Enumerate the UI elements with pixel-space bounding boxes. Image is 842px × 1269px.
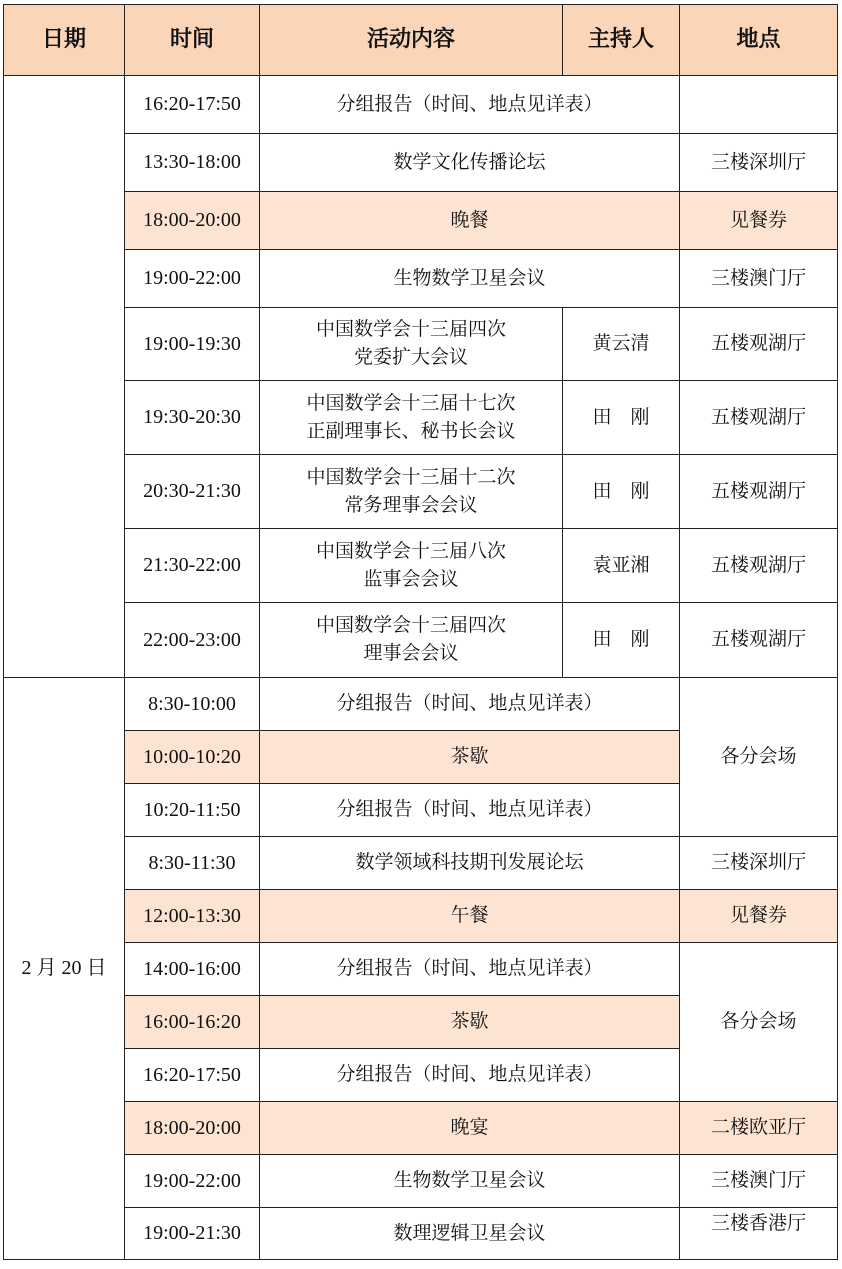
location-cell: 五楼观湖厅: [680, 603, 838, 678]
table-row: [4, 1155, 838, 1208]
time-cell: 21:30-22:00: [125, 529, 260, 603]
location-cell: 五楼观湖厅: [680, 308, 838, 381]
activity-cell: 茶歇: [260, 731, 680, 784]
table-row: [4, 678, 838, 731]
host-cell: 袁亚湘: [563, 529, 680, 603]
table-row: [4, 250, 838, 308]
activity-line-1: 中国数学会十三届四次: [315, 614, 506, 637]
activity-line-1: 中国数学会十三届八次: [315, 539, 506, 562]
activity-cell: 晚宴: [260, 1102, 680, 1155]
table-row: [4, 455, 838, 529]
time-cell: 20:30-21:30: [125, 455, 260, 529]
activity-cell: 分组报告（时间、地点见详表）: [260, 784, 680, 837]
activity-line-1: 中国数学会十三届十二次: [306, 465, 516, 488]
date-cell: 2 月 20 日: [4, 678, 125, 1260]
location-cell: 各分会场: [680, 678, 838, 837]
table-row: [4, 1102, 838, 1155]
activity-cell: [260, 603, 563, 678]
time-cell: 16:00-16:20: [125, 996, 260, 1049]
header-activity: 活动内容: [260, 5, 563, 76]
activity-line-1: 中国数学会十三届四次: [315, 318, 506, 341]
time-cell: 19:30-20:30: [125, 381, 260, 455]
location-cell: 三楼香港厅: [680, 1208, 838, 1260]
activity-cell: 分组报告（时间、地点见详表）: [260, 1049, 680, 1102]
activity-line-2: 常务理事会会议: [344, 493, 478, 516]
table-row: [4, 603, 838, 678]
time-cell: 19:00-19:30: [125, 308, 260, 381]
activity-cell: 分组报告（时间、地点见详表）: [260, 943, 680, 996]
header-host: 主持人: [563, 5, 680, 76]
time-cell: 19:00-21:30: [125, 1208, 260, 1260]
table-row: [4, 381, 838, 455]
table-row: [4, 529, 838, 603]
time-cell: 19:00-22:00: [125, 1155, 260, 1208]
activity-cell: 生物数学卫星会议: [260, 250, 680, 308]
location-cell: 各分会场: [680, 943, 838, 1102]
time-cell: 12:00-13:30: [125, 890, 260, 943]
activity-cell: 分组报告（时间、地点见详表）: [260, 76, 680, 134]
time-cell: 8:30-10:00: [125, 678, 260, 731]
time-cell: 18:00-20:00: [125, 192, 260, 250]
table-row: [4, 943, 838, 996]
schedule-table: [3, 4, 838, 1260]
activity-cell: [260, 529, 563, 603]
header-date: 日期: [4, 5, 125, 76]
date-cell-blank: [4, 76, 125, 678]
activity-line-2: 监事会会议: [363, 567, 459, 590]
host-cell: 田 刚: [563, 455, 680, 529]
table-row: [4, 308, 838, 381]
time-cell: 10:00-10:20: [125, 731, 260, 784]
host-cell: 田 刚: [563, 381, 680, 455]
location-cell: 三楼深圳厅: [680, 837, 838, 890]
table-row: [4, 192, 838, 250]
location-cell: 二楼欧亚厅: [680, 1102, 838, 1155]
time-cell: 22:00-23:00: [125, 603, 260, 678]
host-cell: 黄云清: [563, 308, 680, 381]
activity-cell: 生物数学卫星会议: [260, 1155, 680, 1208]
activity-cell: [260, 308, 563, 381]
location-cell: 见餐券: [680, 192, 838, 250]
activity-cell: 分组报告（时间、地点见详表）: [260, 678, 680, 731]
table-row: [4, 134, 838, 192]
activity-line-1: 中国数学会十三届十七次: [306, 391, 516, 414]
activity-cell: 数理逻辑卫星会议: [260, 1208, 680, 1260]
time-cell: 14:00-16:00: [125, 943, 260, 996]
location-cell: 五楼观湖厅: [680, 455, 838, 529]
location-cell: 五楼观湖厅: [680, 529, 838, 603]
host-cell: 田 刚: [563, 603, 680, 678]
table-row: [4, 837, 838, 890]
location-cell: 见餐券: [680, 890, 838, 943]
header-time: 时间: [125, 5, 260, 76]
table-row: [4, 76, 838, 134]
activity-cell: 晚餐: [260, 192, 680, 250]
time-cell: 10:20-11:50: [125, 784, 260, 837]
location-cell: 五楼观湖厅: [680, 381, 838, 455]
activity-cell: 茶歇: [260, 996, 680, 1049]
location-cell: 三楼深圳厅: [680, 134, 838, 192]
time-cell: 8:30-11:30: [125, 837, 260, 890]
activity-line-2: 正副理事长、秘书长会议: [306, 419, 516, 442]
header-location: 地点: [680, 5, 838, 76]
time-cell: 19:00-22:00: [125, 250, 260, 308]
location-cell: 三楼澳门厅: [680, 250, 838, 308]
activity-cell: 午餐: [260, 890, 680, 943]
time-cell: 16:20-17:50: [125, 1049, 260, 1102]
activity-line-2: 党委扩大会议: [353, 346, 468, 368]
activity-cell: [260, 455, 563, 529]
time-cell: 18:00-20:00: [125, 1102, 260, 1155]
activity-cell: 数学文化传播论坛: [260, 134, 680, 192]
header-row: [4, 5, 838, 76]
activity-line-2: 理事会会议: [363, 642, 459, 664]
time-cell: 13:30-18:00: [125, 134, 260, 192]
location-cell: [680, 76, 838, 134]
location-cell: 三楼澳门厅: [680, 1155, 838, 1208]
table-row: [4, 1208, 838, 1260]
activity-cell: [260, 381, 563, 455]
time-cell: 16:20-17:50: [125, 76, 260, 134]
activity-cell: 数学领域科技期刊发展论坛: [260, 837, 680, 890]
table-row: [4, 890, 838, 943]
